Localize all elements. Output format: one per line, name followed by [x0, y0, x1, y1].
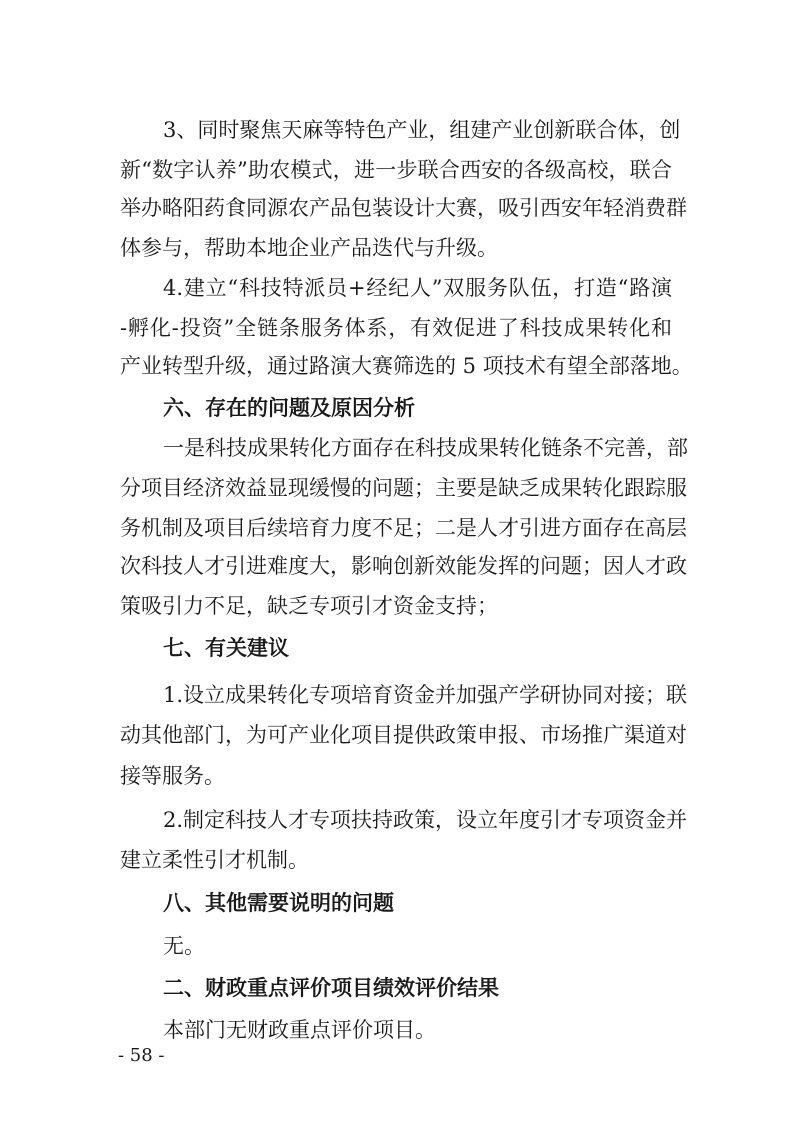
paragraph-line: 策吸引力不足，缺乏专项引才资金支持； [120, 594, 498, 618]
paragraph-line: 本部门无财政重点评价项目。 [163, 1018, 436, 1042]
paragraph-line: 体参与，帮助本地企业产品迭代与升级。 [120, 236, 498, 260]
paragraph-line: 新“数字认养”助农模式，进一步联合西安的各级高校，联合 [120, 158, 672, 182]
paragraph-line: 举办略阳药食同源农产品包装设计大赛，吸引西安年轻消费群 [120, 196, 687, 220]
paragraph-line: 务机制及项目后续培育力度不足；二是人才引进方面存在高层 [120, 516, 687, 540]
paragraph-line: 建立柔性引才机制。 [120, 848, 309, 872]
paragraph-line: 产业转型升级，通过路演大赛筛选的 5 项技术有望全部落地。 [120, 354, 693, 378]
paragraph-line: 动其他部门，为可产业化项目提供政策申报、市场推广渠道对 [120, 723, 687, 747]
page-number: - 58 - [118, 1045, 165, 1066]
paragraph-line: 接等服务。 [120, 764, 225, 788]
paragraph-line: 3、同时聚焦天麻等特色产业，组建产业创新联合体，创 [163, 118, 681, 142]
section-heading: 六、存在的问题及原因分析 [163, 396, 415, 420]
paragraph-line: 一是科技成果转化方面存在科技成果转化链条不完善，部 [163, 436, 688, 460]
section-heading: 八、其他需要说明的问题 [163, 891, 394, 915]
section-heading: 二、财政重点评价项目绩效评价结果 [163, 976, 499, 1000]
paragraph-line: 无。 [163, 934, 205, 958]
section-heading: 七、有关建议 [163, 636, 289, 660]
paragraph-line: 4.建立“科技特派员+经纪人”双服务队伍，打造“路演 [163, 276, 672, 300]
paragraph-line: -孵化-投资”全链条服务体系，有效促进了科技成果转化和 [120, 316, 672, 340]
paragraph-line: 分项目经济效益显现缓慢的问题；主要是缺乏成果转化跟踪服 [120, 476, 687, 500]
paragraph-line: 2.制定科技人才专项扶持政策，设立年度引才专项资金并 [163, 808, 688, 832]
paragraph-line: 1.设立成果转化专项培育资金并加强产学研协同对接；联 [163, 683, 688, 707]
paragraph-line: 次科技人才引进难度大，影响创新效能发挥的问题；因人才政 [120, 554, 687, 578]
